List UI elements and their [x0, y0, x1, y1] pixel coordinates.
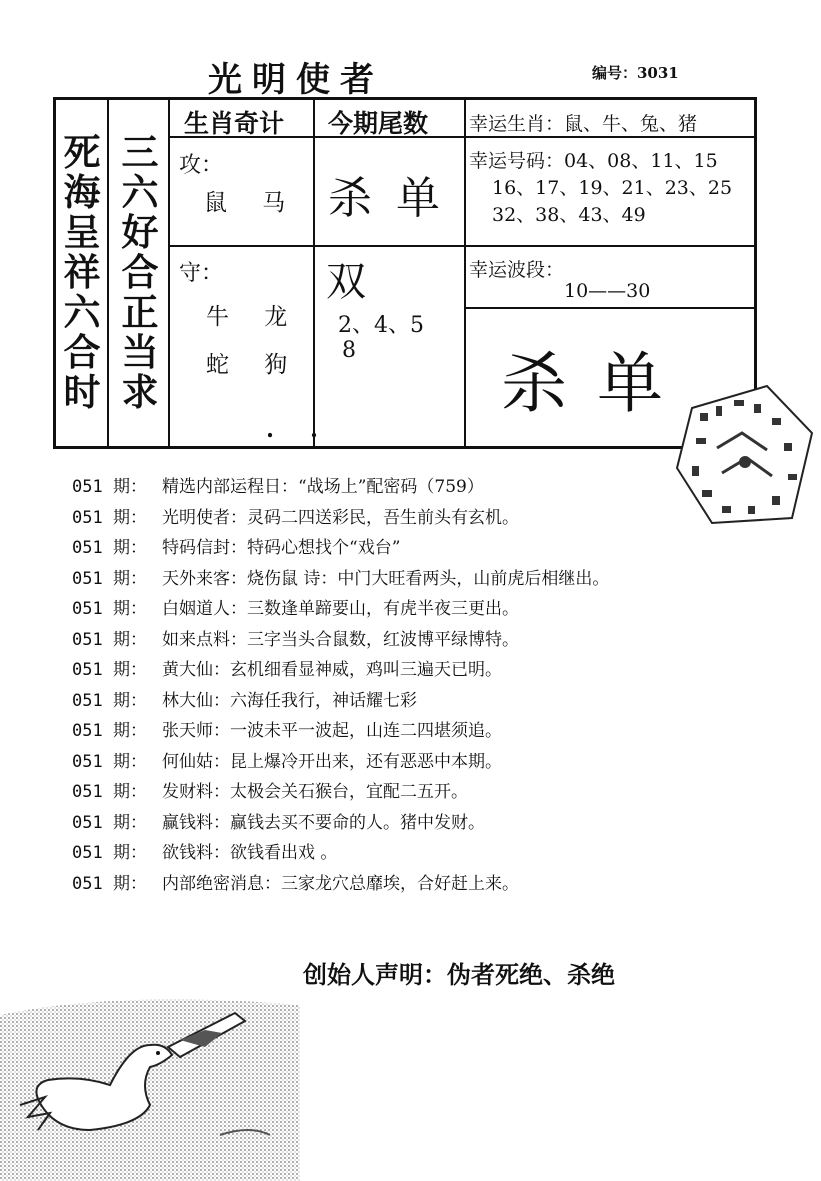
- lucky-wave-value: 10——30: [564, 280, 651, 302]
- defend-dots: . .: [266, 416, 333, 443]
- big-kill-single: 杀单: [501, 345, 693, 422]
- list-item: 051 期： 黄大仙：玄机细看显神威，鸡叫三遍天已明。: [72, 660, 502, 680]
- tail-numbers-2: 8: [342, 338, 356, 363]
- defend-values-2: 蛇 狗: [206, 352, 302, 378]
- header-zodiac-plan: 生肖奇计: [184, 109, 285, 138]
- left-vertical-slogan: 死海呈祥六合时: [63, 130, 101, 414]
- founder-statement: 创始人声明：伪者死绝、杀绝: [303, 960, 615, 989]
- list-item: 051 期： 欲钱料：欲钱看出戏 。: [72, 843, 338, 863]
- divider: [464, 245, 754, 247]
- serial-number: 编号：3031: [592, 64, 679, 82]
- document-title: 光明使者: [208, 60, 384, 100]
- seal-stamp: [672, 378, 817, 528]
- header-tail-numbers: 今期尾数: [328, 109, 429, 138]
- tail-double: 双: [326, 259, 390, 305]
- divider: [168, 245, 464, 247]
- list-item: 051 期： 何仙姑：昆上爆冷开出来，还有恶恶中本期。: [72, 751, 502, 772]
- list-item: 051 期： 林大仙：六海任我行，神话耀七彩: [72, 690, 417, 711]
- bird-illustration: [0, 985, 300, 1181]
- lucky-wave-label: 幸运波段：: [469, 259, 565, 281]
- attack-label: 攻：: [179, 153, 224, 178]
- list-item: 051 期： 特码信封：特码心想找个“戏台”: [72, 538, 401, 558]
- tail-kill-single: 杀单: [328, 173, 464, 224]
- list-item: 051 期： 精选内部运程日：“战场上”配密码（759）: [72, 477, 484, 497]
- list-item: 051 期： 发财料：太极会关石猴台，宜配二五开。: [72, 782, 468, 802]
- divider: [464, 100, 466, 446]
- lucky-numbers-3: 32、38、43、49: [492, 204, 646, 226]
- list-item: 051 期： 赢钱料：赢钱去买不要命的人。猪中发财。: [72, 812, 485, 833]
- divider: [107, 100, 109, 446]
- list-item: 051 期： 天外来客：烧伤鼠 诗：中门大旺看两头，山前虎后相继出。: [72, 568, 610, 589]
- defend-values-1: 牛 龙: [206, 304, 302, 330]
- attack-values: 鼠 马: [204, 190, 300, 216]
- lucky-numbers-2: 16、17、19、21、23、25: [492, 177, 733, 199]
- lucky-zodiac: 幸运生肖：鼠、牛、兔、猪: [469, 113, 698, 135]
- list-item: 051 期： 白姻道人：三数逢单蹄要山，有虎半夜三更出。: [72, 599, 519, 619]
- list-item: 051 期： 光明使者：灵码二四送彩民，吾生前头有玄机。: [72, 507, 519, 528]
- second-vertical-slogan: 三六好合正当求: [121, 130, 159, 414]
- divider: [464, 307, 754, 309]
- info-table: [53, 97, 757, 449]
- list-item: 051 期： 如来点料：三字当头合鼠数，红波博平绿博特。: [72, 629, 519, 650]
- lucky-numbers-1: 幸运号码：04、08、11、15: [469, 150, 718, 172]
- divider: [313, 100, 315, 446]
- defend-label: 守：: [179, 261, 224, 286]
- tail-numbers-1: 2、4、5: [338, 313, 424, 338]
- list-item: 051 期： 张天师：一波未平一波起，山连二四堪须追。: [72, 721, 502, 741]
- period-lines: [72, 472, 609, 899]
- divider: [168, 100, 170, 446]
- list-item: 051 期： 内部绝密消息：三家龙穴总靡埃，合好赶上来。: [72, 873, 519, 894]
